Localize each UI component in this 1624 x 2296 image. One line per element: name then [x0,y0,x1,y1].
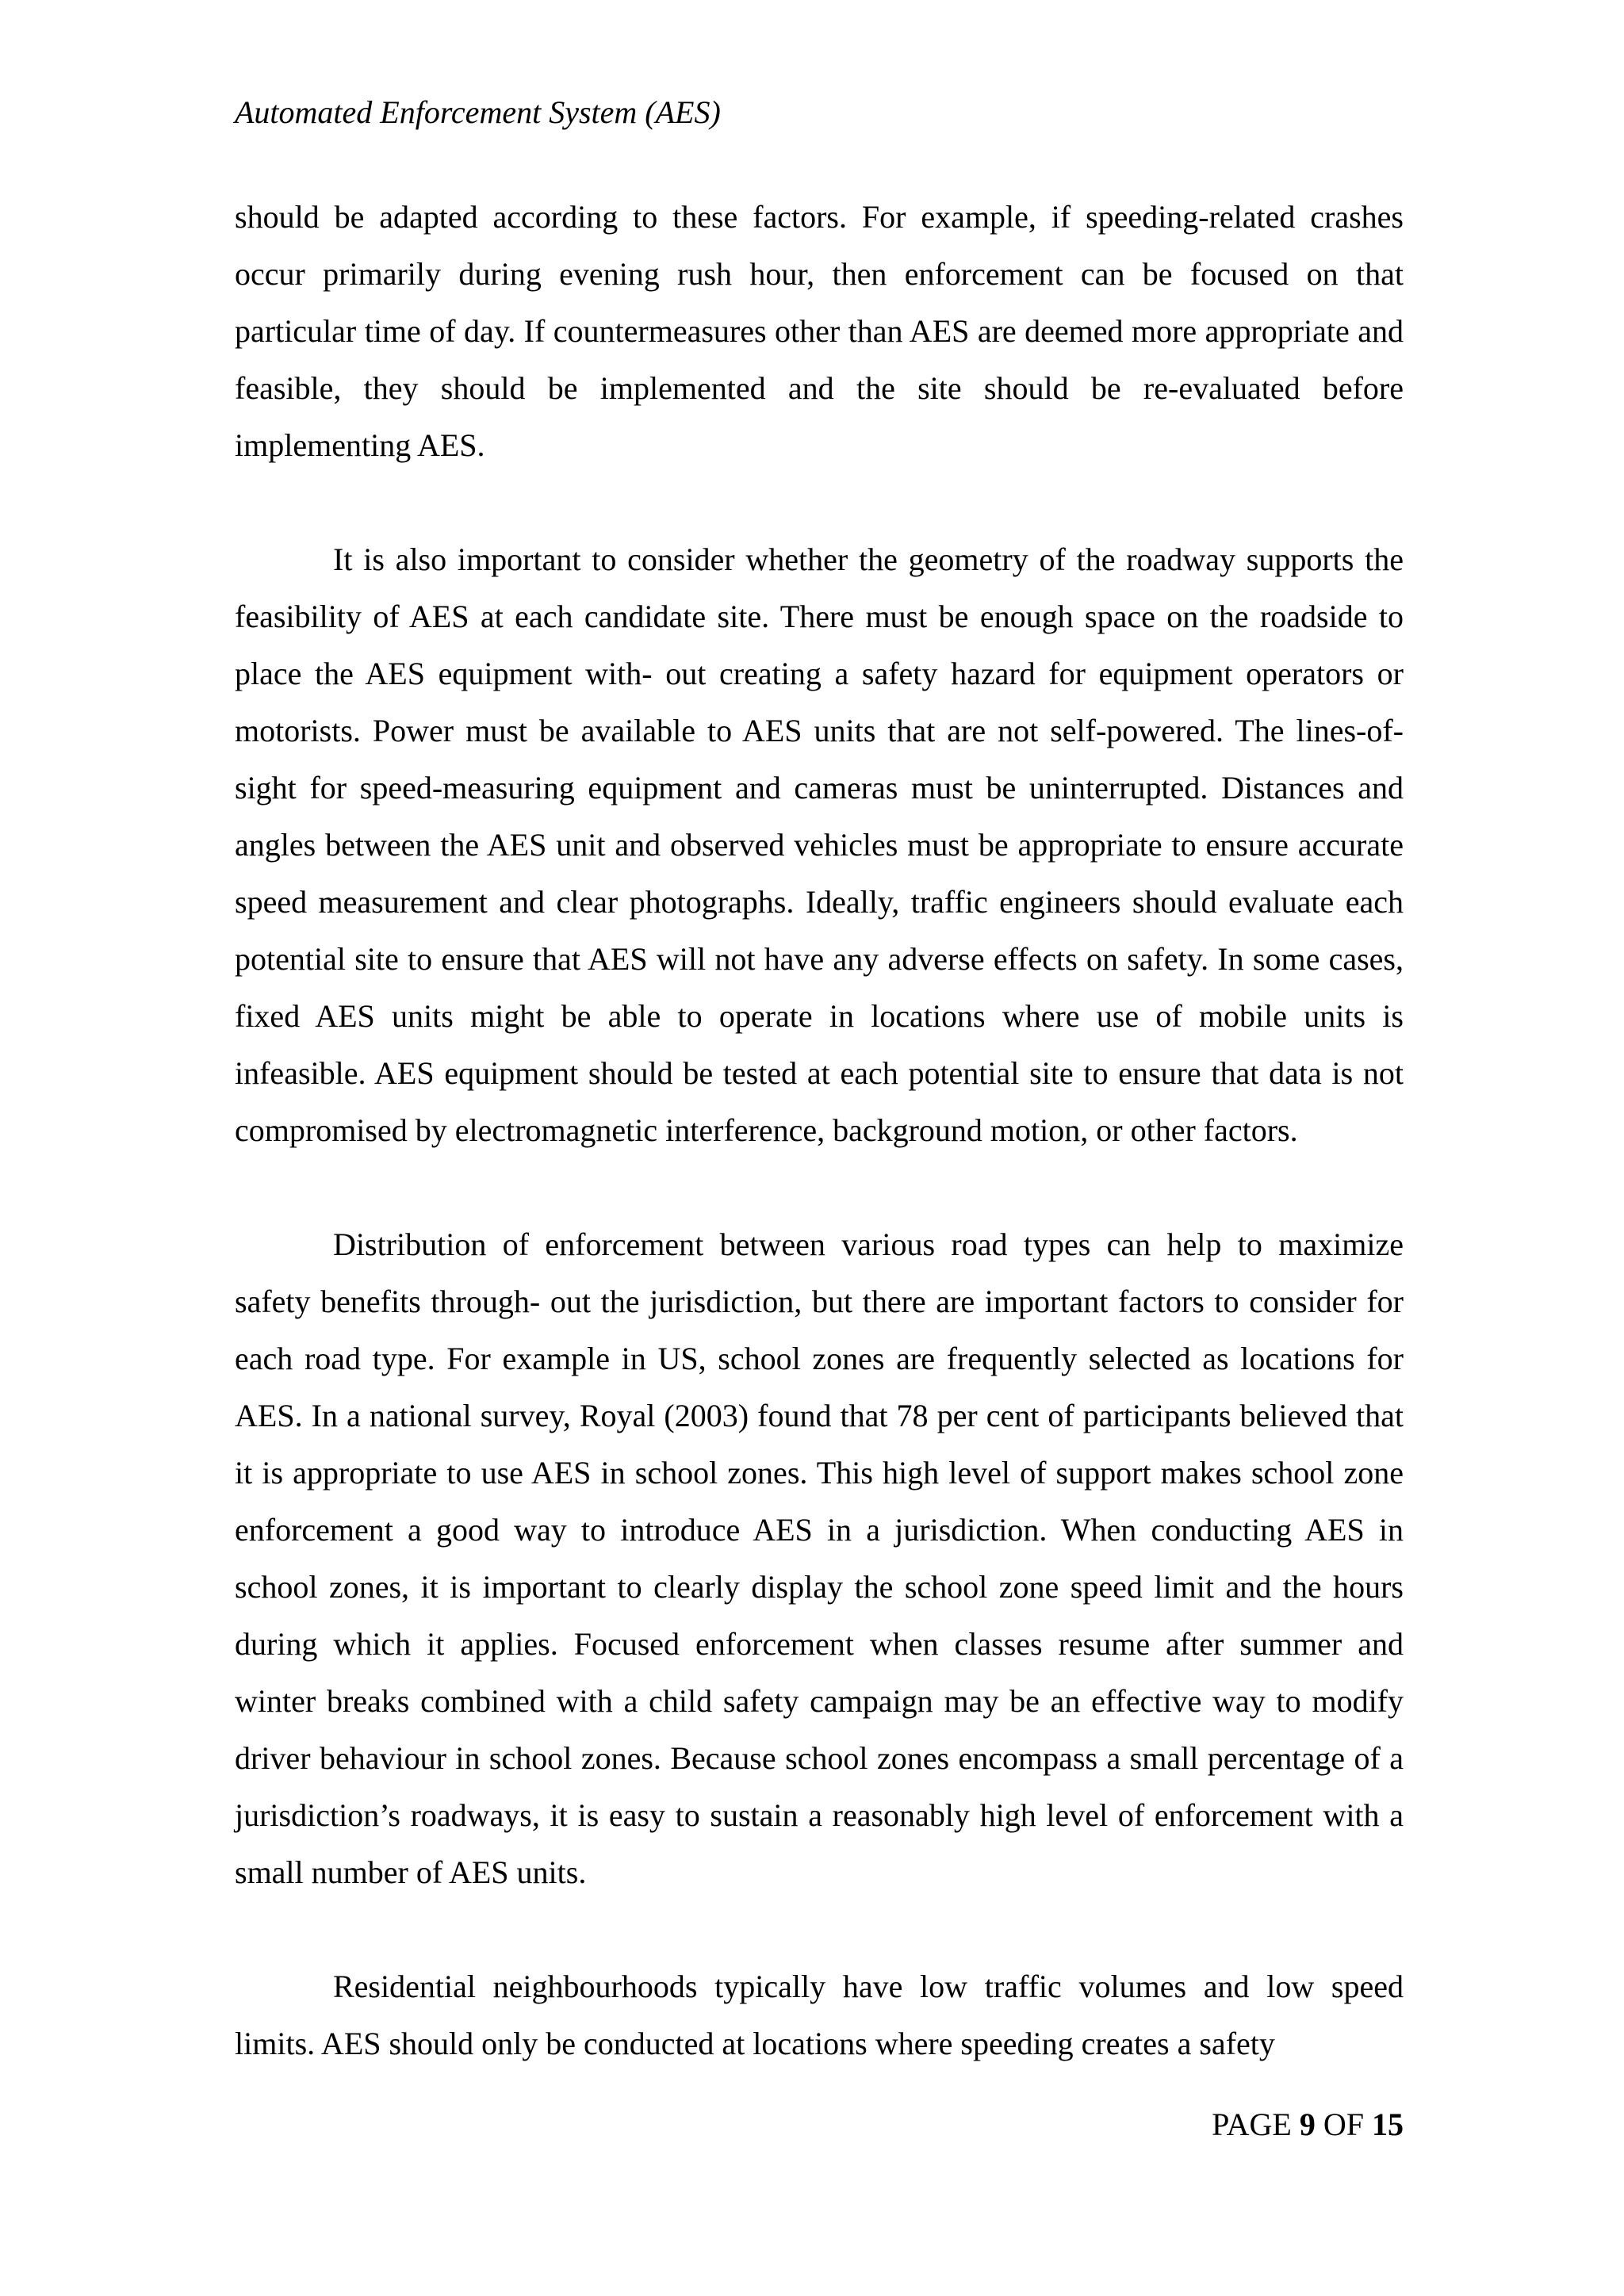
running-header: Automated Enforcement System (AES) [235,94,721,130]
paragraph-road-types: Distribution of enforcement between various road types can help to maximize safety benefits through- out the jurisdiction, but there are important factors to consider for each road type. For example in US, school zones are frequently selected as locations for AES. In a national survey, Royal (2003) found that 78 per cent of participants believed that it is appropriate to use AES in school zones. This high level of support makes school zone enforcement a good way to introduce AES in a jurisdiction. When conducting AES in school zones, it is important to clearly display the school zone speed limit and the hours during which it applies. Focused enforcement when classes resume after summer and winter breaks combined with a child safety campaign may be an effective way to modify driver behaviour in school zones. Because school zones encompass a small percentage of a jurisdiction’s roadways, it is easy to sustain a reasonably high level of enforcement with a small number of AES units. [235,1226,1404,1890]
current-page-number: 9 [1299,2107,1316,2142]
paragraph-residential: Residential neighbourhoods typically have low traffic volumes and low speed limits. AES should only be conducted at locations where speeding creates a safety [235,1969,1404,2061]
body-text [235,189,1404,2130]
paragraph-continued: should be adapted according to these factors. For example, if speeding-related crashes occur primarily during evening rush hour, then enforcement can be focused on that particular time of day. If countermeasures other than AES are deemed more appropriate and feasible, they should be implemented and the site should be re-evaluated before implementing AES. [235,199,1404,463]
paragraph-roadway-geometry: It is also important to consider whether the geometry of the roadway supports the feasibility of AES at each candidate site. There must be enough space on the roadside to place the AES equipment with- out creating a safety hazard for equipment operators or motorists. Power must be available to AES units that are not self-powered. The lines-of-sight for speed-measuring equipment and cameras must be uninterrupted. Distances and angles between the AES unit and observed vehicles must be appropriate to ensure accurate speed measurement and clear photographs. Ideally, traffic engineers should evaluate each potential site to ensure that AES will not have any adverse effects on safety. In some cases, fixed AES units might be able to operate in locations where use of mobile units is infeasible. AES equipment should be tested at each potential site to ensure that data is not compromised by electromagnetic interference, background motion, or other factors. [235,541,1404,1148]
page-label: PAGE [1212,2107,1292,2142]
page-number-footer [1212,2101,1404,2149]
total-pages-number: 15 [1372,2107,1404,2142]
of-label: OF [1323,2107,1364,2142]
